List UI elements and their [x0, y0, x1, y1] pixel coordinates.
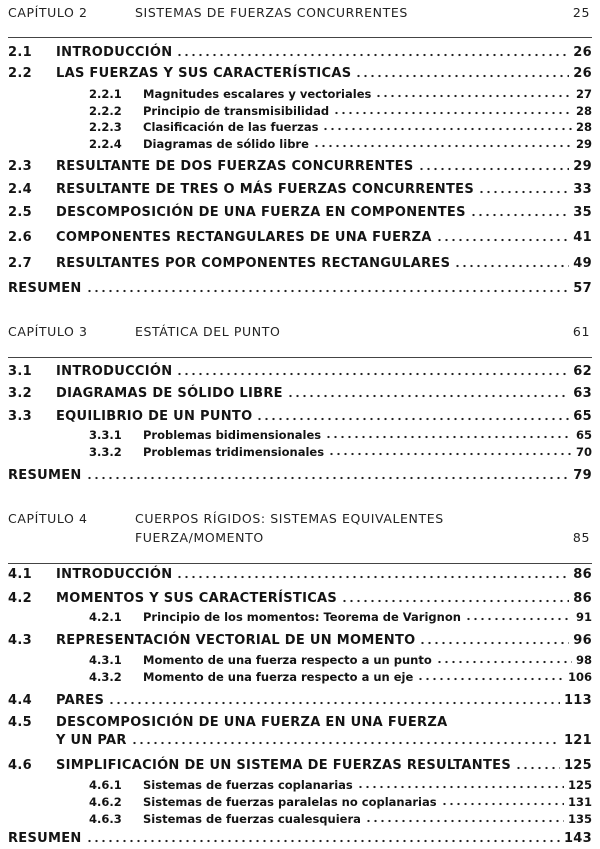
toc-subentry[interactable] [8, 135, 592, 151]
section-title: RESULTANTE DE DOS FUERZAS CONCURRENTES [56, 159, 414, 174]
subsection-title: Principio de transmisibilidad [143, 104, 330, 118]
page-number: 28 [575, 104, 592, 118]
section-number: 2.7 [8, 256, 32, 271]
page-number: 57 [573, 281, 592, 296]
dot-leader [131, 741, 560, 745]
page-number: 41 [573, 230, 592, 245]
toc-entry[interactable] [8, 229, 592, 245]
section-title: DESCOMPOSICIÓN DE UNA FUERZA EN UNA FUERZA [56, 715, 448, 730]
chapter-page: 61 [572, 324, 590, 339]
page-number: 26 [573, 45, 592, 60]
subsection-title: Principio de los momentos: Teorema de Varignon [143, 610, 461, 624]
chapter-rule [8, 357, 592, 358]
section-title: SIMPLIFICACIÓN DE UN SISTEMA DE FUERZAS RESULTANTES [56, 758, 511, 773]
subsection-title: Diagramas de sólido libre [143, 137, 309, 151]
toc-entry[interactable] [8, 757, 592, 773]
section-title: RESUMEN [8, 281, 82, 296]
dot-leader [436, 238, 570, 242]
section-title: EQUILIBRIO DE UN PUNTO [56, 409, 253, 424]
section-number: 2.2 [8, 66, 32, 81]
toc-entry[interactable] [8, 408, 592, 424]
dot-leader [470, 213, 570, 217]
toc-entry[interactable] [8, 590, 592, 606]
section-title: PARES [56, 693, 105, 708]
chapter-page: 85 [572, 530, 590, 545]
dot-leader [478, 190, 569, 194]
subsection-title: Sistemas de fuerzas paralelas no coplanarias [143, 795, 437, 809]
section-title: INTRODUCCIÓN [56, 567, 173, 582]
section-number: 4.2 [8, 591, 32, 606]
section-number: 4.6 [8, 758, 32, 773]
page-number: 65 [575, 428, 592, 442]
page-number: 49 [573, 256, 592, 271]
section-title: INTRODUCCIÓN [56, 45, 173, 60]
toc-entry[interactable] [8, 632, 592, 648]
dot-leader [375, 94, 572, 98]
toc-subentry[interactable] [8, 793, 592, 809]
toc-entry[interactable] [8, 566, 592, 582]
page-number: 143 [563, 831, 592, 846]
dot-leader [365, 819, 564, 823]
toc-summary[interactable] [8, 830, 592, 846]
dot-leader [86, 476, 570, 480]
page-number: 79 [573, 468, 592, 483]
section-number: 3.1 [8, 364, 32, 379]
section-title: COMPONENTES RECTANGULARES DE UNA FUERZA [56, 230, 432, 245]
toc-entry[interactable] [8, 385, 592, 401]
section-number: 3.2 [8, 386, 32, 401]
toc-entry[interactable] [8, 158, 592, 174]
page-number: 33 [573, 182, 592, 197]
toc-subentry[interactable] [8, 426, 592, 442]
section-number: 2.6 [8, 230, 32, 245]
subsection-number: 2.2.1 [89, 87, 122, 101]
dot-leader [108, 701, 560, 705]
page-number: 125 [563, 758, 592, 773]
subsection-title: Momento de una fuerza respecto a un punto [143, 653, 432, 667]
page-number: 121 [563, 733, 592, 748]
section-number: 2.4 [8, 182, 32, 197]
dot-leader [355, 74, 569, 78]
dot-leader [441, 802, 564, 806]
toc-summary[interactable] [8, 280, 592, 296]
page-number: 96 [573, 633, 592, 648]
page-number: 70 [575, 445, 592, 459]
page-number: 29 [573, 159, 592, 174]
page-number: 28 [575, 120, 592, 134]
page-number: 106 [567, 670, 592, 684]
toc-entry[interactable] [8, 255, 592, 271]
section-title: Y UN PAR [56, 733, 127, 748]
subsection-number: 2.2.2 [89, 104, 122, 118]
toc-subentry[interactable] [8, 608, 592, 624]
subsection-number: 3.3.2 [89, 445, 122, 459]
section-title: RESUMEN [8, 468, 82, 483]
section-title: LAS FUERZAS Y SUS CARACTERÍSTICAS [56, 66, 352, 81]
subsection-number: 2.2.4 [89, 137, 122, 151]
section-title: REPRESENTACIÓN VECTORIAL DE UN MOMENTO [56, 633, 416, 648]
section-title: INTRODUCCIÓN [56, 364, 173, 379]
section-number: 2.3 [8, 159, 32, 174]
page-number: 62 [573, 364, 592, 379]
subsection-title: Magnitudes escalares y vectoriales [143, 87, 372, 101]
dot-leader [287, 394, 569, 398]
toc-entry[interactable] [8, 44, 592, 60]
dot-leader [417, 677, 564, 681]
toc-entry[interactable] [8, 204, 592, 220]
dot-leader [86, 839, 560, 843]
dot-leader [436, 660, 572, 664]
dot-leader [176, 372, 569, 376]
dot-leader [341, 599, 569, 603]
subsection-title: Problemas tridimensionales [143, 445, 325, 459]
section-number: 2.5 [8, 205, 32, 220]
section-number: 2.1 [8, 45, 32, 60]
subsection-number: 4.3.1 [89, 653, 122, 667]
section-number: 4.4 [8, 693, 32, 708]
section-number: 4.3 [8, 633, 32, 648]
dot-leader [357, 785, 564, 789]
toc-subentry[interactable] [8, 651, 592, 667]
subsection-number: 4.2.1 [89, 610, 122, 624]
page-number: 113 [563, 693, 592, 708]
dot-leader [328, 452, 572, 456]
section-title: RESUMEN [8, 831, 82, 846]
page-number: 125 [567, 778, 592, 792]
toc-subentry[interactable] [8, 776, 592, 792]
dot-leader [465, 617, 572, 621]
page-number: 63 [573, 386, 592, 401]
page-number: 35 [573, 205, 592, 220]
page-number: 27 [575, 87, 592, 101]
toc-entry[interactable] [8, 65, 592, 81]
dot-leader [325, 435, 572, 439]
dot-leader [176, 575, 569, 579]
toc-subentry[interactable] [8, 118, 592, 134]
subsection-number: 4.6.3 [89, 812, 122, 826]
page-number: 26 [573, 66, 592, 81]
dot-leader [176, 53, 569, 57]
dot-leader [313, 144, 572, 148]
toc-entry[interactable] [8, 181, 592, 197]
subsection-number: 4.6.2 [89, 795, 122, 809]
toc-subentry[interactable] [8, 102, 592, 118]
dot-leader [419, 641, 569, 645]
subsection-title: Sistemas de fuerzas cualesquiera [143, 812, 361, 826]
chapter-rule [8, 563, 592, 564]
subsection-number: 2.2.3 [89, 120, 122, 134]
toc-entry[interactable] [8, 692, 592, 708]
subsection-title: Clasificación de las fuerzas [143, 120, 319, 134]
chapter-title: SISTEMAS DE FUERZAS CONCURRENTES [135, 5, 408, 20]
toc-entry-continued[interactable] [8, 732, 592, 748]
chapter-rule [8, 37, 592, 38]
chapter-title-line2: FUERZA/MOMENTO [135, 530, 264, 545]
toc-subentry[interactable] [8, 443, 592, 459]
dot-leader [322, 127, 572, 131]
subsection-title: Momento de una fuerza respecto a un eje [143, 670, 414, 684]
page-number: 98 [575, 653, 592, 667]
toc-entry[interactable] [8, 363, 592, 379]
toc-entry[interactable] [8, 714, 592, 730]
page-number: 86 [573, 591, 592, 606]
dot-leader [454, 264, 569, 268]
chapter-title: CUERPOS RÍGIDOS: SISTEMAS EQUIVALENTES [135, 511, 444, 526]
subsection-number: 4.3.2 [89, 670, 122, 684]
section-number: 3.3 [8, 409, 32, 424]
section-title: DIAGRAMAS DE SÓLIDO LIBRE [56, 386, 283, 401]
section-title: DESCOMPOSICIÓN DE UNA FUERZA EN COMPONENTES [56, 205, 466, 220]
section-title: MOMENTOS Y SUS CARACTERÍSTICAS [56, 591, 338, 606]
chapter-title: ESTÁTICA DEL PUNTO [135, 324, 281, 339]
section-title: RESULTANTE DE TRES O MÁS FUERZAS CONCURRENTES [56, 182, 474, 197]
section-title: RESULTANTES POR COMPONENTES RECTANGULARES [56, 256, 451, 271]
subsection-number: 3.3.1 [89, 428, 122, 442]
subsection-number: 4.6.1 [89, 778, 122, 792]
toc-subentry[interactable] [8, 810, 592, 826]
dot-leader [333, 111, 572, 115]
dot-leader [256, 417, 569, 421]
chapter-label: CAPÍTULO 3 [8, 324, 88, 339]
chapter-label: CAPÍTULO 2 [8, 5, 88, 20]
page-number: 29 [575, 137, 592, 151]
subsection-title: Sistemas de fuerzas coplanarias [143, 778, 353, 792]
chapter-page: 25 [572, 5, 590, 20]
page-number: 91 [575, 610, 592, 624]
dot-leader [418, 167, 570, 171]
dot-leader [86, 289, 570, 293]
toc-subentry[interactable] [8, 668, 592, 684]
subsection-title: Problemas bidimensionales [143, 428, 322, 442]
dot-leader [515, 766, 560, 770]
toc-summary[interactable] [8, 467, 592, 483]
section-number: 4.5 [8, 715, 32, 730]
page-number: 65 [573, 409, 592, 424]
page-number: 131 [567, 795, 592, 809]
toc-subentry[interactable] [8, 85, 592, 101]
page-number: 86 [573, 567, 592, 582]
page-number: 135 [567, 812, 592, 826]
section-number: 4.1 [8, 567, 32, 582]
chapter-label: CAPÍTULO 4 [8, 511, 88, 526]
